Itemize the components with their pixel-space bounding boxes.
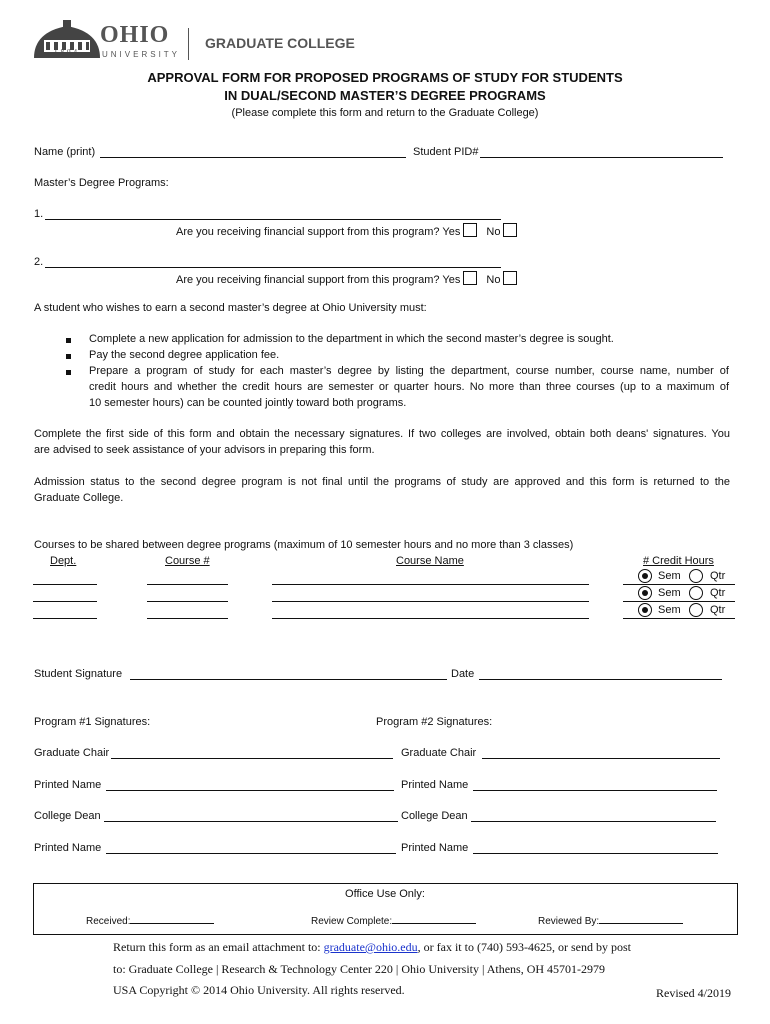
- support-question: Are you receiving financial support from this program?: [176, 226, 440, 238]
- received-field: [86, 916, 214, 927]
- qtr-label: Qtr: [710, 604, 726, 616]
- footer-line1-text: Return this form as an email attachment to:: [113, 940, 324, 954]
- no-label: No: [486, 274, 501, 286]
- program2-no-checkbox[interactable]: [503, 271, 517, 285]
- courses-intro: Courses to be shared between degree programs (maximum of 10 semester hours and no more than 3 classes): [34, 539, 574, 551]
- p2-printed-name-line[interactable]: [473, 790, 717, 791]
- requirement-2: Pay the second degree application fee.: [89, 349, 280, 361]
- p1-printed-name-label: Printed Name: [34, 779, 102, 791]
- dept-input-line[interactable]: [33, 618, 97, 619]
- dept-input-line[interactable]: [33, 584, 97, 585]
- course-name-input-line[interactable]: [272, 584, 589, 585]
- programs-label: Master’s Degree Programs:: [34, 177, 169, 189]
- instructions-para1-line2: are advised to seek assistance of your advisors in preparing this form.: [34, 444, 375, 456]
- support-question: Are you receiving financial support from this program?: [176, 274, 440, 286]
- requirement-3-line3: 10 semester hours) can be counted jointly toward both programs.: [89, 397, 407, 409]
- sem-label: Sem: [658, 587, 681, 599]
- footer-line2: to: Graduate College | Research & Technology Center 220 | Ohio University | Athens, OH 45701-2979: [113, 962, 606, 976]
- p2-college-dean-label: College Dean: [401, 810, 468, 822]
- college-name: GRADUATE COLLEGE: [205, 35, 355, 51]
- qtr-label: Qtr: [710, 570, 726, 582]
- date-input-line[interactable]: [479, 679, 722, 680]
- footer-line3: USA Copyright © 2014 Ohio University. All rights reserved.: [113, 983, 405, 997]
- program1-support-row: [176, 223, 517, 238]
- program1-input-line[interactable]: [45, 219, 501, 220]
- col-course-name: Course Name: [396, 555, 464, 567]
- instructions-para2-line2: Graduate College.: [34, 492, 124, 504]
- p1-printed-name-line[interactable]: [106, 790, 394, 791]
- course-number-input-line[interactable]: [147, 584, 228, 585]
- p1-college-dean-label: College Dean: [34, 810, 101, 822]
- university-wordmark: UNIVERSITY: [102, 50, 181, 59]
- qtr-radio[interactable]: [689, 586, 703, 600]
- sem-label: Sem: [658, 604, 681, 616]
- footer-line1: [113, 940, 631, 955]
- yes-label: Yes: [442, 226, 461, 238]
- yes-label: Yes: [442, 274, 461, 286]
- program1-yes-checkbox[interactable]: [463, 223, 477, 237]
- qtr-label: Qtr: [710, 587, 726, 599]
- seal-year: 1804: [54, 48, 80, 56]
- requirement-1: Complete a new application for admission to the department in which the second master’s degree is sought.: [89, 333, 614, 345]
- program2-number: 2.: [34, 256, 44, 268]
- email-link[interactable]: graduate@ohio.edu: [323, 940, 418, 954]
- reviewed-by-field: [538, 916, 683, 927]
- course-number-input-line[interactable]: [147, 601, 228, 602]
- requirement-3-line1: Prepare a program of study for each master’s degree by listing the department, course number, course name, number of: [89, 365, 729, 377]
- sem-radio[interactable]: [638, 569, 652, 583]
- form-subtitle: (Please complete this form and return to the Graduate College): [231, 107, 539, 119]
- p2-grad-chair-line[interactable]: [482, 758, 720, 759]
- bullet-icon: [66, 354, 71, 359]
- pid-label: Student PID#: [413, 146, 479, 158]
- qtr-radio[interactable]: [689, 569, 703, 583]
- received-line[interactable]: [130, 923, 214, 924]
- review-complete-label: Review Complete:: [311, 916, 393, 927]
- sem-label: Sem: [658, 570, 681, 582]
- program2-signatures-label: Program #2 Signatures:: [376, 716, 493, 728]
- credit-hours-line: [623, 584, 735, 585]
- instructions-para1-line1: Complete the first side of this form and obtain the necessary signatures. If two colleges are involved, obtain both deans' signatures. You: [34, 428, 730, 440]
- name-label: Name (print): [34, 146, 96, 158]
- dept-input-line[interactable]: [33, 601, 97, 602]
- requirements-intro: A student who wishes to earn a second master’s degree at Ohio University must:: [34, 302, 427, 314]
- bullet-icon: [66, 338, 71, 343]
- p2-printed-name-2-label: Printed Name: [401, 842, 469, 854]
- col-course-number: Course #: [165, 555, 210, 567]
- col-credit-hours: # Credit Hours: [643, 555, 714, 567]
- reviewed-by-line[interactable]: [599, 923, 683, 924]
- p1-grad-chair-line[interactable]: [111, 758, 393, 759]
- form-title-line2: IN DUAL/SECOND MASTER’S DEGREE PROGRAMS: [224, 88, 546, 103]
- review-complete-line[interactable]: [392, 923, 476, 924]
- p1-printed-name-2-line[interactable]: [106, 853, 396, 854]
- reviewed-by-label: Reviewed By:: [538, 916, 600, 927]
- program2-support-row: [176, 271, 517, 286]
- p1-printed-name-2-label: Printed Name: [34, 842, 102, 854]
- student-signature-label: Student Signature: [34, 668, 123, 680]
- sem-radio[interactable]: [638, 603, 652, 617]
- footer-line1-text-end: , or fax it to (740) 593-4625, or send by post: [417, 940, 631, 954]
- program1-signatures-label: Program #1 Signatures:: [34, 716, 151, 728]
- sem-radio[interactable]: [638, 586, 652, 600]
- requirement-3-line2: credit hours and whether the credit hours are semester or quarter hours. No more than three courses (up to a maximum of: [89, 381, 729, 393]
- review-complete-field: [311, 916, 476, 927]
- p2-college-dean-line[interactable]: [471, 821, 716, 822]
- date-label: Date: [451, 668, 475, 680]
- no-label: No: [486, 226, 501, 238]
- bullet-icon: [66, 370, 71, 375]
- name-input-line[interactable]: [100, 157, 406, 158]
- program2-input-line[interactable]: [45, 267, 501, 268]
- program1-no-checkbox[interactable]: [503, 223, 517, 237]
- logo-divider: [188, 28, 189, 60]
- pid-input-line[interactable]: [480, 157, 723, 158]
- credit-hours-line: [623, 618, 735, 619]
- p2-printed-name-2-line[interactable]: [473, 853, 718, 854]
- p1-grad-chair-label: Graduate Chair: [34, 747, 110, 759]
- program2-yes-checkbox[interactable]: [463, 271, 477, 285]
- course-name-input-line[interactable]: [272, 601, 589, 602]
- office-use-title: Office Use Only:: [345, 888, 425, 900]
- received-label: Received:: [86, 916, 131, 927]
- student-signature-line[interactable]: [130, 679, 447, 680]
- program1-number: 1.: [34, 208, 44, 220]
- course-number-input-line[interactable]: [147, 618, 228, 619]
- ohio-wordmark: OHIO: [100, 22, 170, 48]
- course-name-input-line[interactable]: [272, 618, 589, 619]
- p1-college-dean-line[interactable]: [104, 821, 398, 822]
- form-title-line1: APPROVAL FORM FOR PROPOSED PROGRAMS OF STUDY FOR STUDENTS: [147, 70, 623, 85]
- p2-printed-name-label: Printed Name: [401, 779, 469, 791]
- revised-date: Revised 4/2019: [656, 986, 731, 1000]
- col-dept: Dept.: [50, 555, 77, 567]
- instructions-para2-line1: Admission status to the second degree program is not final until the programs of study are approved and this form is returned to the: [34, 476, 730, 488]
- credit-hours-line: [623, 601, 735, 602]
- qtr-radio[interactable]: [689, 603, 703, 617]
- p2-grad-chair-label: Graduate Chair: [401, 747, 477, 759]
